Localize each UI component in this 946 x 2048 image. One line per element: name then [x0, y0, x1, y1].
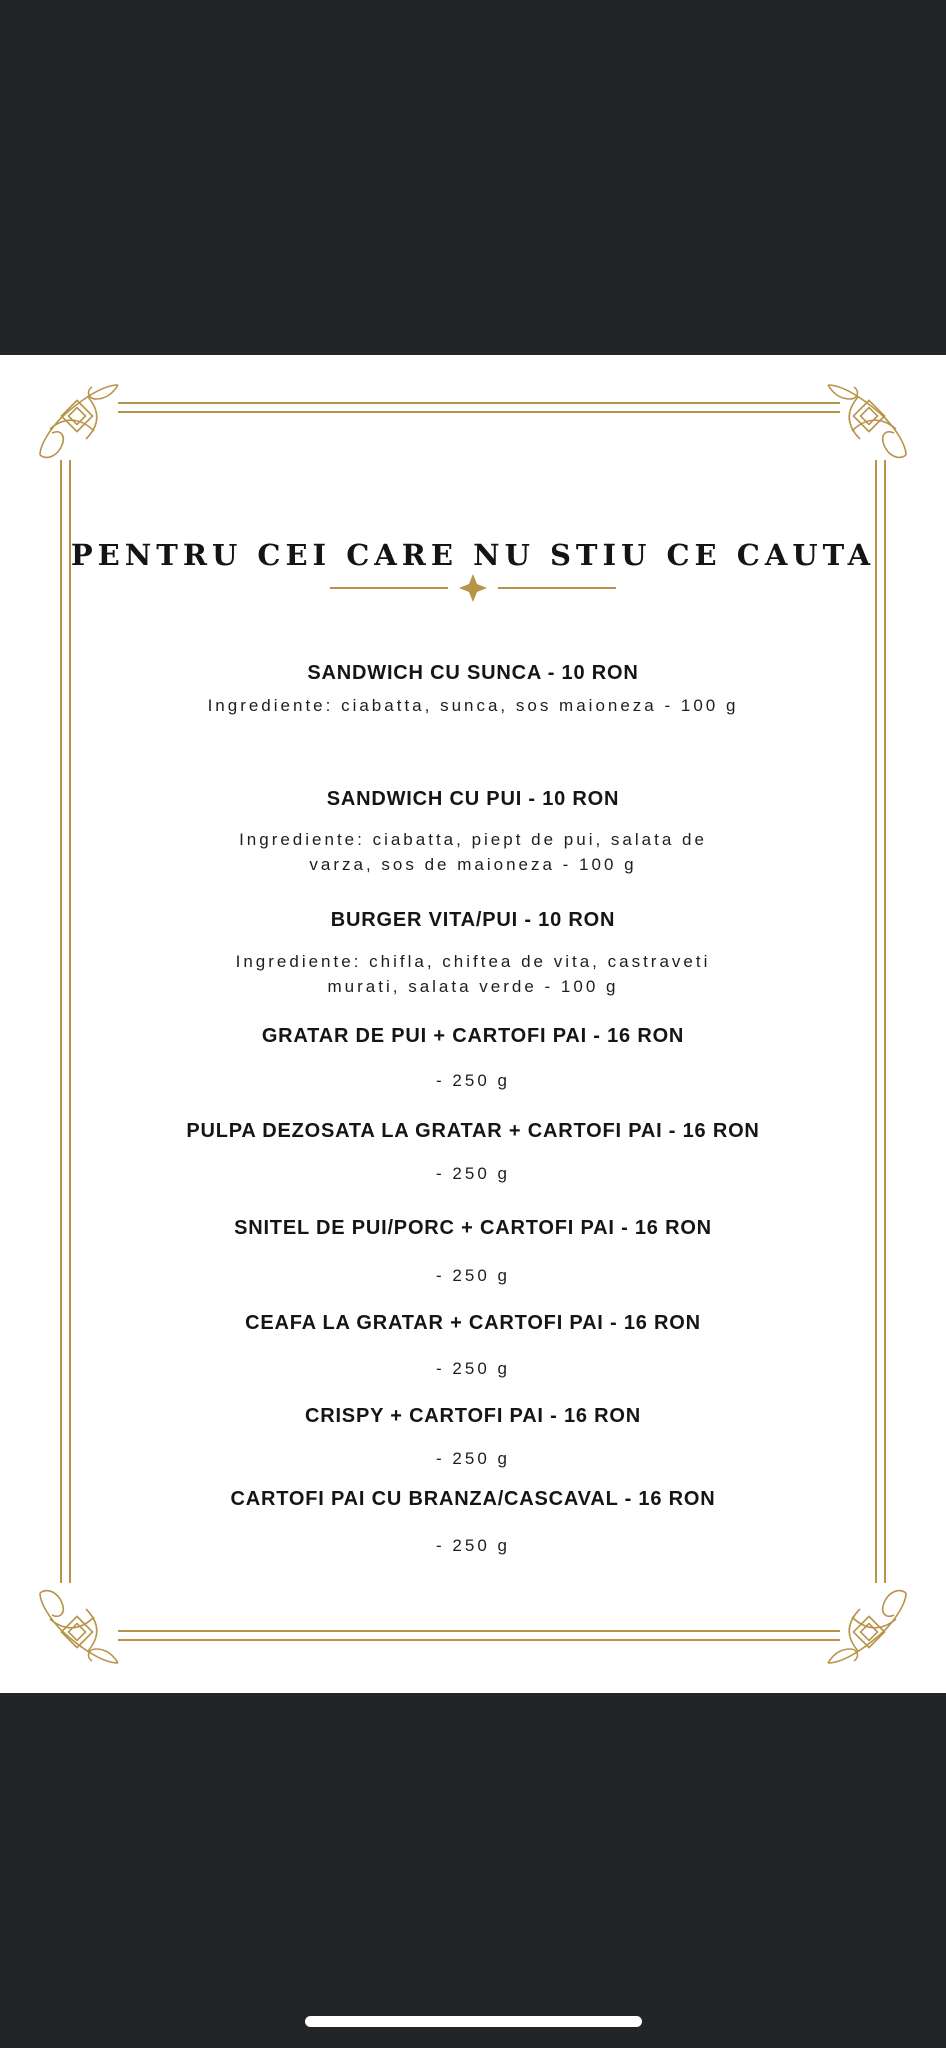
- top-dark-area: [0, 0, 946, 355]
- menu-item-title: GRATAR DE PUI + CARTOFI PAI - 16 RON: [261, 1025, 685, 1047]
- menu-item-description: - 250 g: [436, 1359, 510, 1378]
- menu-item-description: Ingrediente: chifla, chiftea de vita, castraveti: [235, 952, 711, 971]
- menu-item-title: SNITEL DE PUI/PORC + CARTOFI PAI - 16 RON: [234, 1217, 712, 1239]
- menu-item-description: Ingrediente: ciabatta, piept de pui, salata de: [239, 830, 707, 849]
- menu-item-description: varza, sos de maioneza - 100 g: [309, 855, 637, 874]
- title-star-divider-icon: [330, 574, 616, 606]
- menu-item-description: - 250 g: [436, 1449, 510, 1468]
- menu-item-description: - 250 g: [436, 1536, 510, 1555]
- menu-card: [0, 355, 946, 1693]
- corner-ornament-top-left: [40, 385, 118, 457]
- corner-ornament-bottom-left: [40, 1591, 118, 1663]
- corner-ornament-top-right: [828, 385, 906, 457]
- menu-item-description: murati, salata verde - 100 g: [327, 977, 619, 996]
- corner-ornament-bottom-right: [828, 1591, 906, 1663]
- home-indicator[interactable]: [305, 2016, 642, 2027]
- menu-item-title: BURGER VITA/PUI - 10 RON: [330, 909, 616, 931]
- menu-item-description: Ingrediente: ciabatta, sunca, sos maioneza - 100 g: [207, 696, 739, 715]
- menu-item-title: PULPA DEZOSATA LA GRATAR + CARTOFI PAI - 16 RON: [186, 1120, 760, 1142]
- menu-item-title: CRISPY + CARTOFI PAI - 16 RON: [304, 1405, 642, 1427]
- menu-item-title: SANDWICH CU SUNCA - 10 RON: [307, 662, 639, 684]
- bottom-dark-area: [0, 1693, 946, 2048]
- menu-item-description: - 250 g: [436, 1071, 510, 1090]
- menu-item-title: CEAFA LA GRATAR + CARTOFI PAI - 16 RON: [245, 1312, 701, 1334]
- menu-item-title: SANDWICH CU PUI - 10 RON: [326, 788, 620, 810]
- menu-item-title: CARTOFI PAI CU BRANZA/CASCAVAL - 16 RON: [230, 1488, 716, 1510]
- menu-title: PENTRU CEI CARE NU STIU CE CAUTA: [70, 538, 876, 572]
- menu-item-description: - 250 g: [436, 1266, 510, 1285]
- menu-item-description: - 250 g: [436, 1164, 510, 1183]
